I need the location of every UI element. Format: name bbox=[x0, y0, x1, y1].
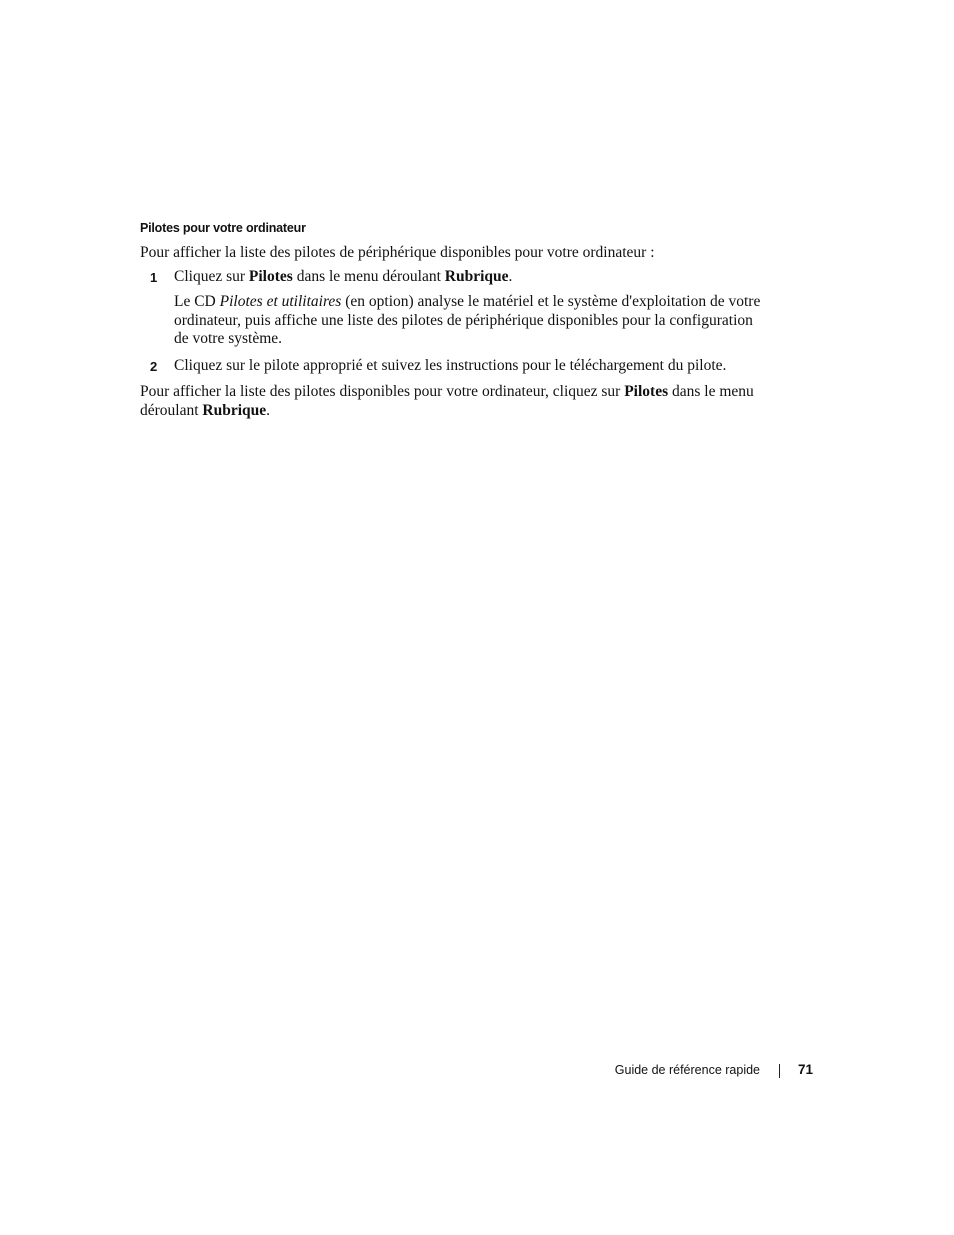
footer-label: Guide de référence rapide bbox=[614, 1063, 760, 1077]
outro-text-part: Pour afficher la liste des pilotes disponibles pour votre ordinateur, cliquez sur bbox=[140, 383, 625, 400]
note-text-part: Le CD bbox=[174, 293, 220, 310]
bold-term-pilotes: Pilotes bbox=[248, 268, 293, 285]
bold-term-pilotes: Pilotes bbox=[624, 383, 669, 400]
italic-title: Pilotes et utilitaires bbox=[219, 293, 342, 310]
step-text-part: . bbox=[508, 268, 513, 285]
outro-text-part: dans le menu déroulant bbox=[140, 383, 754, 419]
step-note bbox=[174, 293, 764, 349]
page-number: 71 bbox=[797, 1062, 813, 1077]
intro-paragraph: Pour afficher la liste des pilotes de périphérique disponibles pour votre ordinateur : bbox=[140, 244, 655, 261]
step-text bbox=[174, 268, 764, 287]
step-text-part: dans le menu déroulant bbox=[292, 268, 445, 285]
bold-term-rubrique: Rubrique bbox=[444, 268, 509, 285]
bold-term-rubrique: Rubrique bbox=[202, 401, 267, 419]
outro-paragraph bbox=[140, 383, 780, 420]
page-footer bbox=[540, 1062, 813, 1080]
section-heading: Pilotes pour votre ordinateur bbox=[140, 221, 306, 235]
outro-text-part: . bbox=[266, 401, 271, 419]
step-number: 2 bbox=[150, 359, 158, 374]
step-text-part: Cliquez sur bbox=[174, 268, 249, 285]
step-number: 1 bbox=[150, 270, 158, 285]
note-text-part: (en option) analyse le matériel et le système d'exploitation de votre ordinateur, puis affiche une liste des pilotes de périphérique disponibles pour la configuration de votre système. bbox=[174, 293, 761, 347]
step-text: Cliquez sur le pilote approprié et suivez les instructions pour le téléchargement du pilote. bbox=[174, 357, 727, 374]
footer-divider bbox=[779, 1064, 780, 1078]
